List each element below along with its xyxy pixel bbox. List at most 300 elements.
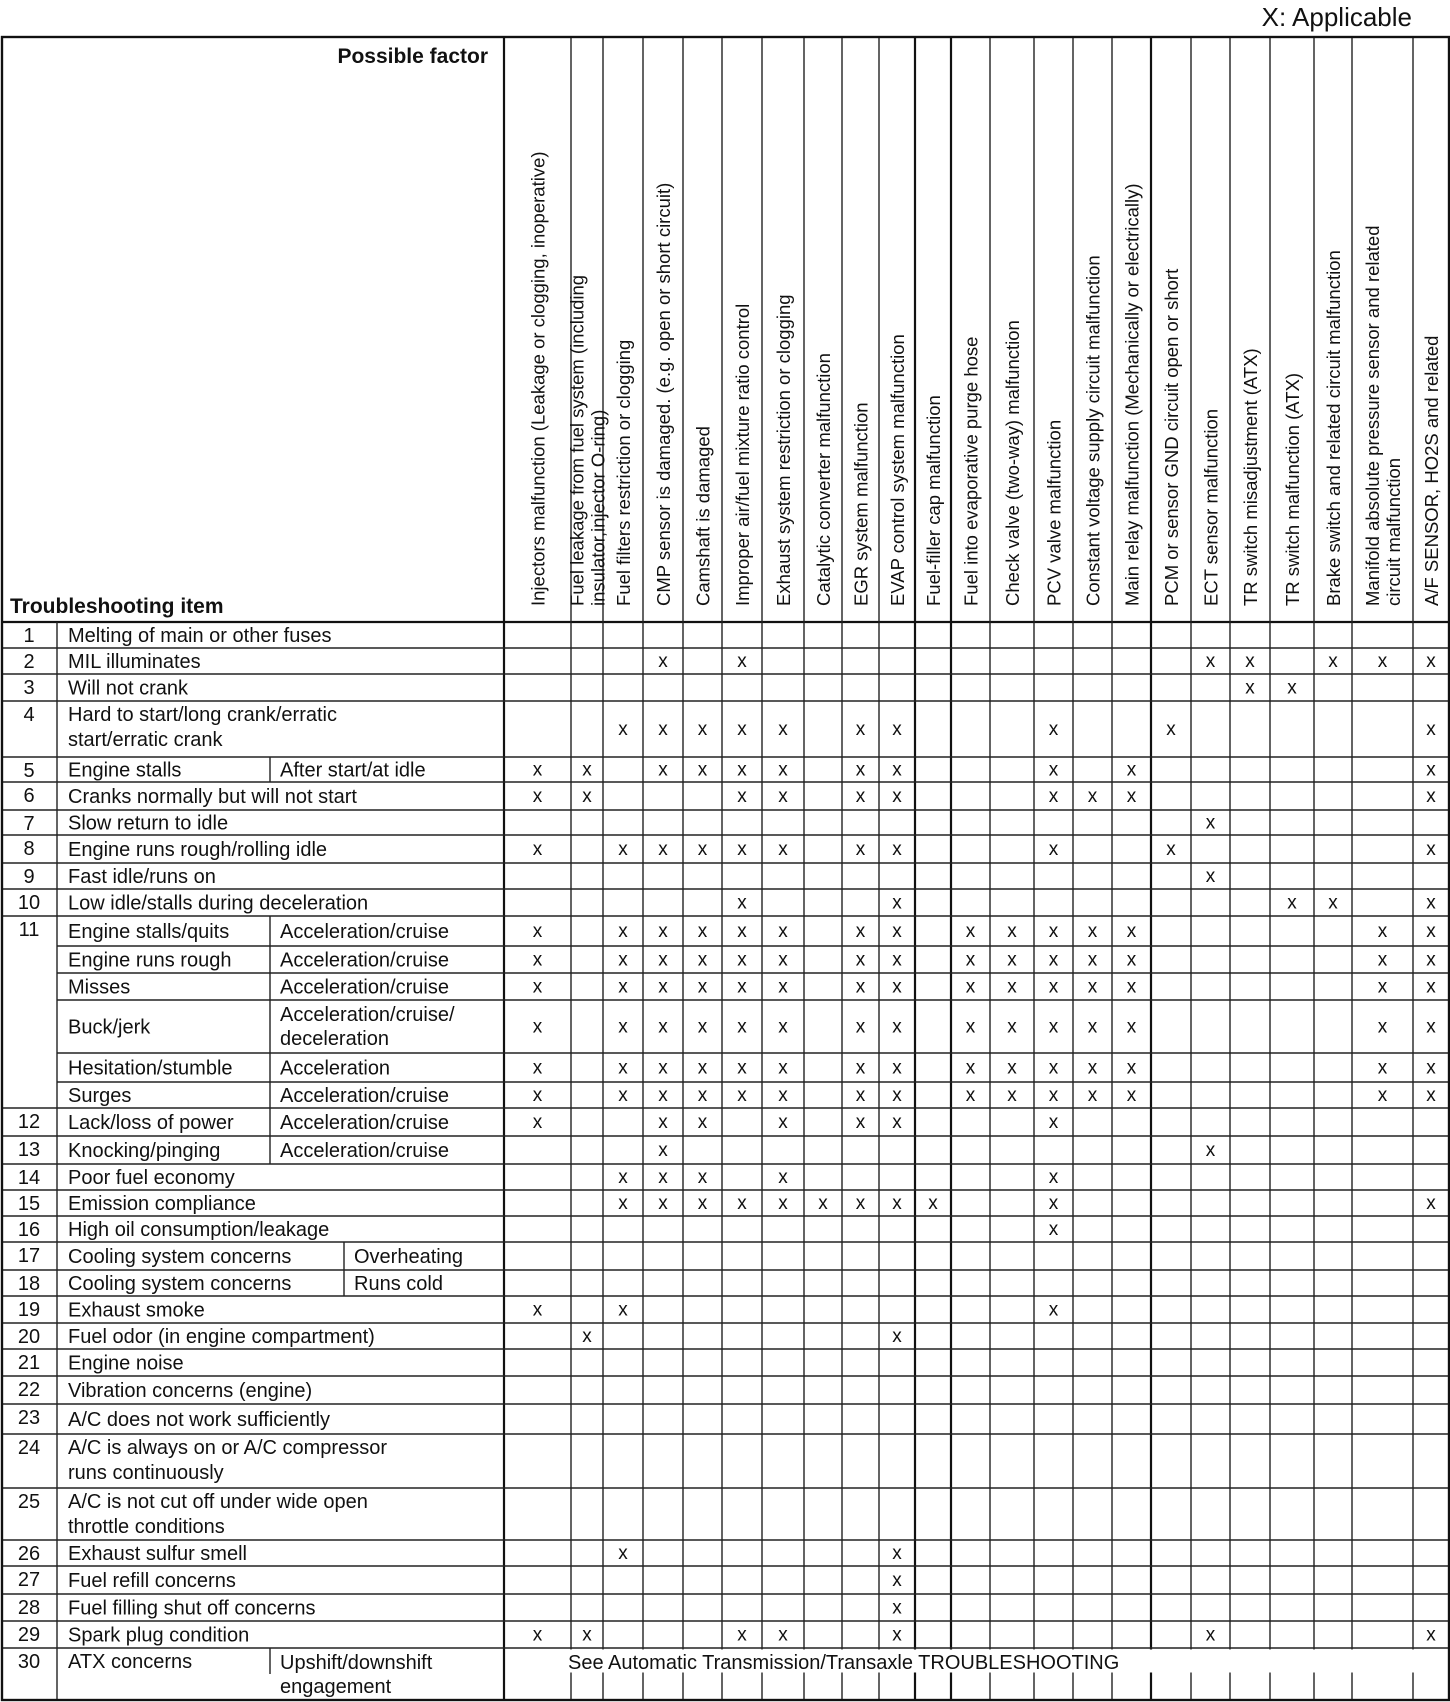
applicable-mark: x [1426, 976, 1436, 998]
applicable-mark: x [658, 1112, 668, 1133]
factor-header-text: TR switch misadjustment (ATX) [1240, 348, 1261, 606]
factor-header-text: Fuel filters restriction or clogging [613, 339, 634, 606]
applicable-mark: x [1087, 976, 1098, 998]
table-row [18, 1597, 902, 1620]
applicable-mark: x [618, 1016, 628, 1038]
condition-text: Acceleration/cruise [280, 976, 449, 999]
item-text: Knocking/pinging [68, 1140, 221, 1162]
factor-header [887, 334, 908, 606]
factor-header-text: insulator,injector O-ring) [587, 409, 609, 606]
applicable-mark: x [697, 759, 708, 781]
factor-header-text: circuit malfunction [1383, 457, 1404, 606]
applicable-mark: x [618, 921, 628, 942]
applicable-mark: x [658, 921, 668, 942]
row-number: 11 [18, 919, 40, 941]
applicable-mark: x [965, 1085, 976, 1106]
applicable-mark: x [618, 839, 628, 860]
applicable-mark: x [778, 1057, 788, 1079]
applicable-mark: x [1048, 1057, 1059, 1079]
row-number: 13 [17, 1139, 41, 1161]
applicable-mark: x [1048, 1299, 1059, 1321]
factor-header [1323, 250, 1344, 606]
item-text: Vibration concerns (engine) [68, 1380, 313, 1402]
applicable-mark: x [1426, 949, 1436, 971]
applicable-mark: x [532, 839, 543, 860]
applicable-mark: x [532, 1016, 543, 1038]
item-text: Cranks normally but will not start [68, 786, 357, 808]
applicable-mark: x [582, 1326, 592, 1347]
table-row [18, 1139, 1216, 1162]
applicable-mark: x [892, 1624, 902, 1646]
applicable-mark: x [532, 949, 543, 971]
condition-text: engagement [280, 1676, 392, 1698]
applicable-mark: x [1007, 976, 1017, 998]
applicable-mark: x [1426, 759, 1436, 781]
applicable-mark: x [855, 1016, 866, 1038]
factor-header-text: Exhaust system restriction or clogging [773, 294, 794, 606]
applicable-mark: x [1087, 1016, 1098, 1038]
applicable-mark: x [1377, 651, 1388, 672]
factor-header-text: Fuel-filler cap malfunction [923, 395, 944, 606]
condition-text: deceleration [280, 1028, 389, 1050]
applicable-mark: x [532, 786, 543, 807]
table-row [18, 1624, 1436, 1647]
applicable-mark: x [582, 759, 592, 781]
applicable-mark: x [892, 719, 902, 740]
applicable-mark: x [1048, 921, 1059, 942]
factor-header [1282, 373, 1303, 606]
table-row [23, 625, 331, 647]
row-number: 12 [17, 1111, 41, 1133]
row-number: 4 [23, 704, 35, 726]
condition-text: After start/at idle [280, 759, 426, 782]
applicable-mark: x [618, 1299, 628, 1321]
row-number: 14 [17, 1167, 41, 1189]
applicable-mark: x [1205, 866, 1216, 887]
applicable-mark: x [1426, 1193, 1436, 1214]
factor-header [773, 294, 794, 606]
condition-text: Acceleration/cruise [280, 1140, 449, 1162]
item-text: Fuel refill concerns [68, 1570, 236, 1592]
factor-header [1044, 420, 1065, 606]
applicable-mark: x [737, 949, 747, 971]
applicable-mark: x [737, 651, 747, 672]
applicable-mark: x [1048, 1167, 1059, 1188]
applicable-mark: x [1426, 719, 1436, 740]
applicable-mark: x [855, 786, 866, 807]
applicable-mark: x [1126, 759, 1137, 781]
item-text: A/C does not work sufficiently [68, 1409, 330, 1431]
applicable-mark: x [737, 1016, 747, 1038]
applicable-mark: x [1245, 677, 1255, 699]
row-number: 27 [17, 1569, 41, 1591]
applicable-mark: x [1377, 921, 1388, 942]
troubleshooting-item-label: Troubleshooting item [10, 595, 224, 618]
table-row [18, 1299, 1059, 1322]
row-number: 8 [23, 838, 35, 860]
applicable-mark: x [778, 949, 788, 971]
table-row [18, 1193, 1436, 1215]
legend-applicable: X: Applicable [1261, 2, 1412, 32]
applicable-mark: x [1048, 1193, 1059, 1214]
factor-header-text: Check valve (two-way) malfunction [1002, 320, 1023, 606]
factor-header [693, 426, 714, 606]
applicable-mark: x [1007, 949, 1017, 971]
factor-header [732, 304, 753, 606]
applicable-mark: x [778, 1167, 788, 1188]
applicable-mark: x [697, 976, 708, 998]
table-row [18, 1219, 1059, 1241]
row-number: 26 [17, 1543, 41, 1565]
applicable-mark: x [1007, 1016, 1017, 1038]
applicable-mark: x [1166, 839, 1176, 860]
table-row [18, 1437, 387, 1484]
applicable-mark: x [892, 1570, 902, 1591]
item-text: Will not crank [68, 677, 189, 700]
applicable-mark: x [855, 1085, 866, 1106]
applicable-mark: x [697, 1193, 708, 1214]
applicable-mark: x [965, 921, 976, 942]
applicable-mark: x [658, 949, 668, 971]
applicable-mark: x [1377, 1016, 1388, 1038]
factor-header [1240, 348, 1261, 606]
factor-header-text: EGR system malfunction [850, 402, 872, 606]
table-row [23, 838, 1436, 861]
table-row [18, 1167, 1059, 1189]
condition-text: Acceleration/cruise/ [280, 1004, 455, 1026]
factor-header-text: Fuel leakage from fuel system (including [566, 274, 588, 606]
row-number: 28 [17, 1597, 41, 1619]
applicable-mark: x [855, 1193, 866, 1214]
applicable-mark: x [532, 1057, 543, 1079]
applicable-mark: x [532, 1112, 543, 1133]
applicable-mark: x [965, 1057, 976, 1079]
applicable-mark: x [737, 1624, 747, 1646]
applicable-mark: x [658, 839, 668, 860]
applicable-mark: x [855, 719, 866, 740]
applicable-mark: x [1426, 921, 1436, 942]
factor-header [1002, 320, 1023, 606]
row-number: 16 [17, 1219, 41, 1241]
applicable-mark: x [928, 1193, 938, 1214]
factor-header-text: Brake switch and related circuit malfunction [1323, 250, 1344, 606]
applicable-mark: x [1377, 949, 1388, 971]
item-text: Poor fuel economy [68, 1167, 235, 1189]
item-text: runs continuously [68, 1462, 224, 1484]
factor-header-text: PCM or sensor GND circuit open or short [1161, 268, 1182, 606]
factor-header [1161, 269, 1182, 606]
factor-header [1201, 409, 1222, 606]
applicable-mark: x [1426, 1085, 1436, 1106]
row-number: 21 [17, 1352, 41, 1374]
row-number: 20 [17, 1326, 41, 1348]
row-number: 9 [23, 866, 35, 888]
applicable-mark: x [737, 839, 747, 860]
row-number: 30 [17, 1651, 41, 1673]
applicable-mark: x [1048, 786, 1059, 807]
table-row [68, 950, 1436, 972]
applicable-mark: x [697, 1085, 708, 1106]
item-text: Misses [68, 976, 131, 999]
table-row [18, 1407, 330, 1431]
condition-text: Acceleration/cruise [280, 921, 449, 943]
applicable-mark: x [1205, 651, 1216, 672]
row-number: 29 [17, 1624, 41, 1646]
applicable-mark: x [1007, 1085, 1017, 1106]
applicable-mark: x [658, 719, 668, 740]
table-row [18, 1245, 463, 1268]
factor-header-text: Constant voltage supply circuit malfunction [1082, 255, 1104, 606]
table-row [68, 1004, 1436, 1050]
applicable-mark: x [618, 949, 628, 971]
applicable-mark: x [1087, 1057, 1098, 1079]
applicable-mark: x [818, 1193, 828, 1214]
table-row [23, 704, 1436, 751]
applicable-mark: x [697, 1057, 708, 1079]
applicable-mark: x [892, 1085, 902, 1106]
applicable-mark: x [892, 1326, 902, 1347]
row-number: 18 [17, 1273, 41, 1295]
applicable-mark: x [892, 921, 902, 942]
table-row [68, 977, 1436, 999]
applicable-mark: x [778, 1193, 788, 1214]
applicable-mark: x [658, 1167, 668, 1188]
applicable-mark: x [1287, 677, 1297, 699]
applicable-mark: x [618, 1057, 628, 1079]
factor-header-text: A/F SENSOR, HO2S and related [1421, 335, 1442, 606]
item-text: A/C is always on or A/C compressor [68, 1437, 387, 1459]
condition-text: Acceleration [280, 1057, 391, 1080]
item-text: Exhaust sulfur smell [68, 1543, 247, 1565]
applicable-mark: x [737, 892, 747, 914]
applicable-mark: x [778, 719, 788, 740]
item-text: MIL illuminates [68, 651, 201, 673]
applicable-mark: x [737, 976, 747, 998]
applicable-mark: x [1377, 1085, 1388, 1106]
item-text: Fuel filling shut off concerns [68, 1597, 316, 1620]
applicable-mark: x [1048, 976, 1059, 998]
factor-header-text: Improper air/fuel mixture ratio control [732, 303, 753, 606]
factor-header-text: Injectors malfunction (Leakage or clogging, inoperative) [527, 151, 549, 606]
applicable-mark: x [778, 1085, 788, 1106]
table-row [23, 785, 1436, 808]
applicable-mark: x [737, 719, 747, 740]
table-row [68, 1058, 1436, 1080]
item-text: Buck/jerk [68, 1016, 151, 1039]
factor-header-text: Fuel into evaporative purge hose [960, 336, 982, 606]
applicable-mark: x [697, 839, 708, 860]
applicable-mark: x [892, 892, 902, 914]
applicable-mark: x [1048, 719, 1059, 740]
factor-header [923, 395, 944, 606]
applicable-mark: x [658, 1016, 668, 1038]
applicable-mark: x [658, 1193, 668, 1214]
applicable-mark: x [532, 976, 543, 998]
item-text: Engine stalls/quits [68, 921, 230, 943]
applicable-mark: x [1126, 976, 1137, 998]
applicable-mark: x [965, 949, 976, 971]
applicable-mark: x [892, 786, 902, 807]
table-row [18, 1379, 312, 1402]
factor-header [851, 402, 872, 606]
item-text: Engine runs rough [68, 949, 232, 972]
row-number: 10 [17, 892, 41, 914]
applicable-mark: x [1126, 949, 1137, 971]
applicable-mark: x [855, 759, 866, 781]
applicable-mark: x [697, 719, 708, 740]
applicable-mark: x [892, 1057, 902, 1079]
table-row [18, 1352, 184, 1375]
applicable-mark: x [1087, 786, 1098, 807]
applicable-mark: x [1328, 651, 1338, 672]
applicable-mark: x [1126, 1085, 1137, 1106]
row-number: 7 [23, 813, 35, 835]
applicable-mark: x [855, 839, 866, 860]
factor-header-text: Camshaft is damaged [692, 426, 714, 606]
applicable-mark: x [737, 921, 747, 942]
applicable-mark: x [658, 651, 668, 672]
applicable-mark: x [658, 759, 668, 781]
table-row [23, 677, 1297, 700]
applicable-mark: x [697, 1167, 708, 1188]
row-number: 25 [17, 1491, 41, 1513]
applicable-mark: x [618, 1167, 628, 1188]
condition-text: Upshift/downshift [280, 1652, 433, 1674]
condition-text: Runs cold [354, 1273, 443, 1295]
factor-header-text: TR switch malfunction (ATX) [1282, 372, 1303, 606]
applicable-mark: x [737, 786, 747, 807]
condition-text: Acceleration/cruise [280, 949, 449, 972]
applicable-mark: x [697, 949, 708, 971]
applicable-mark: x [855, 976, 866, 998]
applicable-mark: x [778, 1112, 788, 1133]
applicable-mark: x [892, 759, 902, 781]
applicable-mark: x [1377, 976, 1388, 998]
applicable-mark: x [892, 976, 902, 998]
applicable-mark: x [1126, 921, 1137, 942]
row-number: 2 [23, 651, 35, 673]
applicable-mark: x [1007, 921, 1017, 942]
table-row [18, 1111, 1059, 1134]
item-text: Cooling system concerns [68, 1273, 292, 1295]
table-row [18, 1650, 1448, 1699]
table-row [19, 919, 1437, 943]
item-text: Low idle/stalls during deceleration [68, 892, 369, 915]
applicable-mark: x [1426, 1624, 1436, 1646]
applicable-mark: x [582, 786, 592, 807]
factor-header-text: PCV valve malfunction [1043, 419, 1065, 606]
table-row [68, 1085, 1436, 1107]
applicable-mark: x [1426, 839, 1436, 860]
item-text: Slow return to idle [68, 812, 229, 835]
applicable-mark: x [1087, 949, 1098, 971]
applicable-mark: x [892, 1543, 902, 1564]
applicable-mark: x [1048, 1219, 1059, 1240]
applicable-mark: x [1426, 892, 1436, 914]
applicable-mark: x [737, 1193, 747, 1214]
applicable-mark: x [1205, 812, 1216, 834]
applicable-mark: x [855, 1057, 866, 1079]
condition-text: Overheating [354, 1246, 463, 1268]
applicable-mark: x [532, 1299, 543, 1321]
applicable-mark: x [1377, 1057, 1388, 1079]
item-text: Spark plug condition [68, 1624, 250, 1647]
possible-factor-label: Possible factor [337, 45, 488, 68]
applicable-mark: x [1087, 921, 1098, 942]
row-number: 19 [17, 1299, 41, 1321]
applicable-mark: x [778, 921, 788, 942]
item-text: Engine noise [68, 1352, 184, 1375]
applicable-mark: x [1328, 892, 1338, 914]
applicable-mark: x [1426, 1057, 1436, 1079]
factor-header-text: Catalytic converter malfunction [813, 353, 834, 606]
applicable-mark: x [1048, 839, 1059, 860]
item-text: Fast idle/runs on [68, 866, 216, 888]
factor-header [1083, 255, 1104, 606]
applicable-mark: x [892, 1112, 902, 1133]
applicable-mark: x [892, 949, 902, 971]
applicable-mark: x [737, 759, 747, 781]
factor-header [613, 340, 634, 606]
item-text: Engine stalls [68, 759, 182, 782]
table-row [18, 1543, 902, 1565]
condition-text: Acceleration/cruise [280, 1085, 449, 1107]
applicable-mark: x [892, 839, 902, 860]
applicable-mark: x [618, 1085, 628, 1106]
applicable-mark: x [697, 1112, 708, 1133]
applicable-mark: x [658, 1057, 668, 1079]
applicable-mark: x [582, 1624, 592, 1646]
applicable-mark: x [778, 786, 788, 807]
applicable-mark: x [1048, 1085, 1059, 1106]
applicable-mark: x [1245, 651, 1255, 672]
factor-header-text: CMP sensor is damaged. (e.g. open or short circuit) [653, 182, 674, 606]
factor-header [1362, 225, 1404, 606]
table-row [23, 813, 1215, 836]
factor-header-text: ECT sensor malfunction [1200, 408, 1222, 606]
applicable-mark: x [1048, 949, 1059, 971]
factor-header-text: Manifold absolute pressure sensor and related [1362, 225, 1383, 606]
table-row [18, 1326, 902, 1348]
applicable-mark: x [1205, 1140, 1216, 1161]
applicable-mark: x [892, 1597, 902, 1619]
applicable-mark: x [618, 1543, 628, 1564]
applicable-mark: x [778, 839, 788, 860]
item-text: Fuel odor (in engine compartment) [68, 1326, 375, 1348]
applicable-mark: x [778, 1624, 788, 1646]
see-reference-note: See Automatic Transmission/Transaxle TROUBLESHOOTING [568, 1652, 1120, 1674]
factor-header [567, 275, 609, 606]
row-number: 5 [23, 760, 35, 782]
applicable-mark: x [1426, 786, 1436, 807]
item-text: throttle conditions [68, 1516, 225, 1538]
applicable-mark: x [778, 759, 788, 781]
applicable-mark: x [1205, 1624, 1216, 1646]
factor-header [813, 353, 834, 606]
applicable-mark: x [697, 921, 708, 942]
applicable-mark: x [1007, 1057, 1017, 1079]
row-number: 1 [23, 625, 35, 647]
applicable-mark: x [697, 1016, 708, 1038]
applicable-mark: x [778, 976, 788, 998]
row-number: 23 [17, 1407, 41, 1429]
table-row [18, 1569, 902, 1592]
applicable-mark: x [1287, 892, 1297, 914]
applicable-mark: x [532, 921, 543, 942]
applicable-mark: x [532, 759, 543, 781]
applicable-mark: x [532, 1624, 543, 1646]
applicable-mark: x [658, 976, 668, 998]
